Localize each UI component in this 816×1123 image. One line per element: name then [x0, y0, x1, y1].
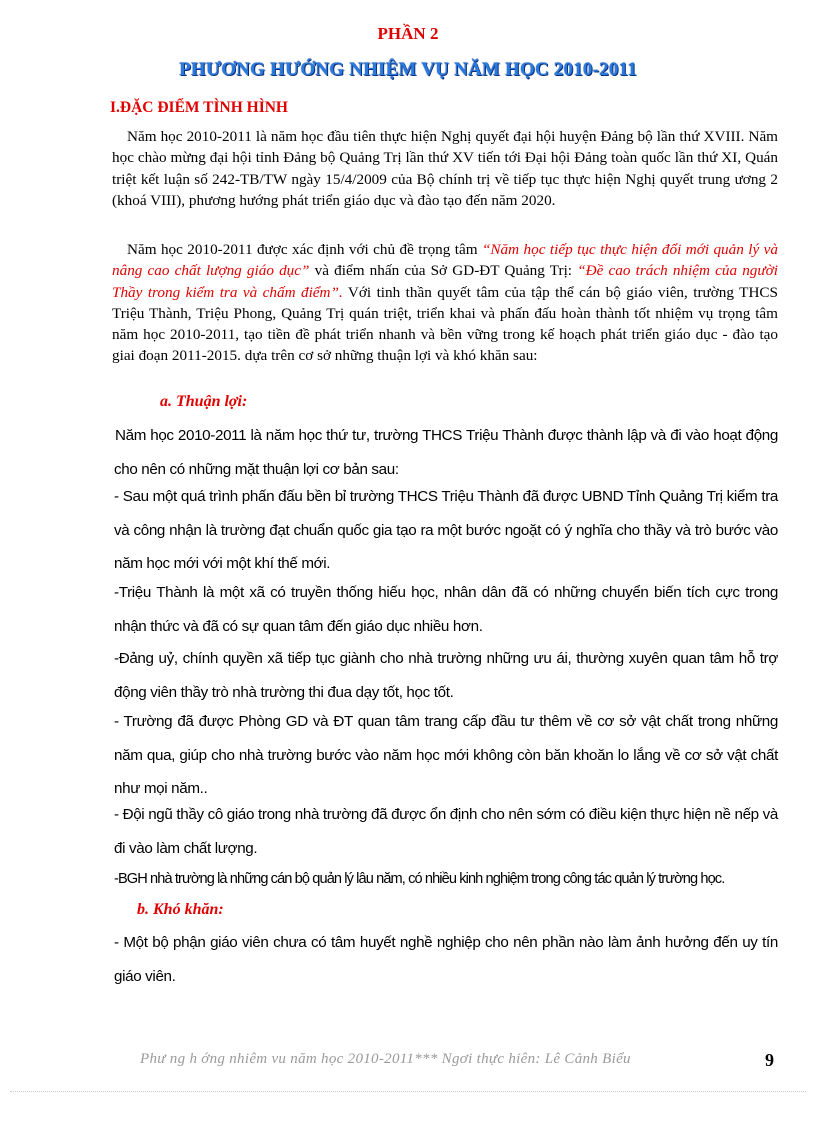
advantage-item: -BGH nhà trường là những cán bộ quản lý lâu năm, có nhiều kinh nghiệm trong công tác quản lý trường học.	[114, 871, 725, 887]
bottom-divider	[10, 1091, 806, 1092]
advantage-item: -Đảng uỷ, chính quyền xã tiếp tục giành cho nhà trường những ưu ái, thường xuyên quan tâm hỗ trợ động viên thầy trò nhà trường thi đua dạy tốt, học tốt.	[114, 650, 778, 701]
page-number: 9	[765, 1050, 774, 1070]
part-title: PHẦN 2	[377, 24, 439, 43]
advantage-item: - Trường đã được Phòng GD và ĐT quan tâm trang cấp đầu tư thêm về cơ sở vật chất trong những năm qua, giúp cho nhà trường bước vào năm học mới không còn băn khoăn lo lắng về cơ sở vật chất như mọi năm..	[114, 713, 778, 797]
advantages-intro: Năm học 2010-2011 là năm học thứ tư, trường THCS Triệu Thành được thành lập và đi vào hoạt động cho nên có những mặt thuận lợi cơ bản sau:	[114, 427, 778, 478]
theme-quote: “Năm học tiếp tục thực hiện đổi mới quản lý và nâng cao chất lượng giáo dục”	[112, 241, 778, 280]
intro-text: Năm học 2010-2011 được xác định với chủ đề trọng tâm	[127, 241, 482, 258]
intro-text: Với tinh thần quyết tâm của tập thể cán bộ giáo viên, trường THCS Triệu Thành, Triệu Phong, Quảng Trị quán triệt, triển khai và phấn đấu hoàn thành tốt nhiệm vụ trọng tâm năm học 2010-2011, tạo tiền đề phát triển nhanh và bền vững trong kế hoạch phát triển giáo dục - đào tạo giai đoạn 2011-2015. dựa trên cơ sở những thuận lợi và khó khăn sau:	[112, 283, 778, 365]
page-footer: Phư ng h ớng nhiêm vu năm học 2010-2011*** Ngơi thực hiên: Lê Cảnh Biểu	[140, 1051, 631, 1067]
advantages-heading: a. Thuận lợi:	[160, 393, 248, 410]
difficulties-heading: b. Khó khăn:	[137, 901, 224, 918]
advantage-item: -Triệu Thành là một xã có truyền thống hiếu học, nhân dân đã có những chuyển biến tích cực trong nhận thức và đã có sự quan tâm đến giáo dục nhiều hơn.	[114, 584, 778, 635]
page-title: PHƯƠNG HƯỚNG NHIỆM VỤ NĂM HỌC 2010-2011	[179, 59, 637, 80]
section-heading: I.ĐẶC ĐIỂM TÌNH HÌNH	[110, 99, 288, 116]
difficulty-item: - Một bộ phận giáo viên chưa có tâm huyết nghề nghiệp cho nên phần nào làm ảnh hưởng đến uy tín giáo viên.	[114, 934, 778, 985]
intro-paragraph-1: Năm học 2010-2011 là năm học đầu tiên thực hiện Nghị quyết đại hội huyện Đảng bộ lần thứ XVIII. Năm học chào mừng đại hội tỉnh Đảng bộ Quảng Trị lần thứ XV tiến tới Đại hội Đảng toàn quốc lần thứ XI, Quán triệt kết luận số 242-TB/TW ngày 15/4/2009 của Bộ chính trị về tiếp tục thực hiện Nghị quyết trung ương 2 (khoá VIII), phương hướng phát triển giáo dục và đào tạo đến năm 2020.	[112, 128, 778, 209]
intro-paragraph-2	[112, 239, 778, 367]
focus-quote: “Đề cao trách nhiệm của người Thầy trong kiểm tra và chấm điểm”.	[112, 262, 779, 301]
advantage-item: - Sau một quá trình phấn đấu bền bỉ trường THCS Triệu Thành đã được UBND Tỉnh Quảng Trị kiểm tra và công nhận là trường đạt chuẩn quốc gia tạo ra một bước ngoặt có ý nghĩa cho thầy và trò bước vào năm học mới với một khí thế mới.	[114, 488, 778, 572]
advantage-item: - Đội ngũ thầy cô giáo trong nhà trường đã được ổn định cho nên sớm có điều kiện thực hiện nề nếp và đi vào làm chất lượng.	[114, 806, 778, 857]
intro-text: và điểm nhấn của Sở GD-ĐT Quảng Trị:	[309, 262, 578, 280]
